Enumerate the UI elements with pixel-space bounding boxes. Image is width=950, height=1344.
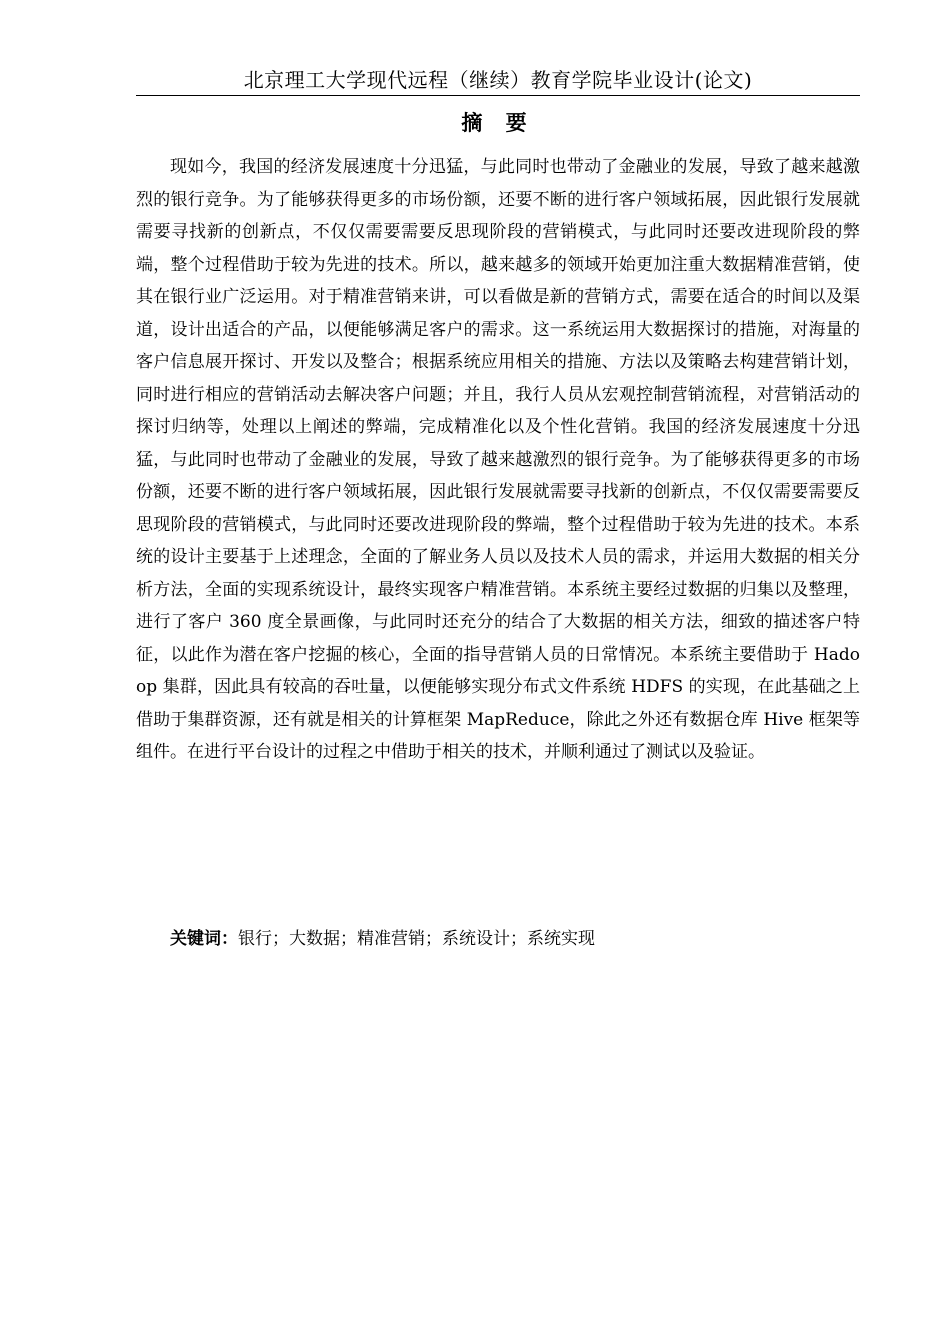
abstract-title: 摘 要 [461, 110, 535, 135]
header-rule [136, 95, 860, 96]
keywords-line [136, 925, 860, 953]
keywords-list: 银行；大数据；精准营销；系统设计；系统实现 [238, 929, 595, 949]
keywords-label: 关键词： [170, 929, 238, 949]
running-header: 北京理工大学现代远程（继续）教育学院毕业设计(论文) [243, 68, 753, 92]
abstract-body: 现如今，我国的经济发展速度十分迅猛，与此同时也带动了金融业的发展，导致了越来越激烈的银行竞争。为了能够获得更多的市场份额，还要不断的进行客户领域拓展，因此银行发展就需要寻找新的创新点，不仅仅需要需要反思现阶段的营销模式，与此同时还要改进现阶段的弊端，整个过程借助于较为先进的技术。所以，越来越多的领域开始更加注重大数据精准营销，使其在银行业广泛运用。对于精准营销来讲，可以看做是新的营销方式，需要在适合的时间以及渠道，设计出适合的产品，以便能够满足客户的需求。这一系统运用大数据探讨的措施，对海量的客户信息展开探讨、开发以及整合；根据系统应用相关的措施、方法以及策略去构建营销计划，同时进行相应的营销活动去解决客户问题；并且，我行人员从宏观控制营销流程，对营销活动的探讨归纳等，处理以上阐述的弊端，完成精准化以及个性化营销。我国的经济发展速度十分迅猛，与此同时也带动了金融业的发展，导致了越来越激烈的银行竞争。为了能够获得更多的市场份额，还要不断的进行客户领域拓展，因此银行发展就需要寻找新的创新点，不仅仅需要需要反思现阶段的营销模式，与此同时还要改进现阶段的弊端，整个过程借助于较为先进的技术。本系统的设计主要基于上述理念，全面的了解业务人员以及技术人员的需求，并运用大数据的相关分析方法，全面的实现系统设计，最终实现客户精准营销。本系统主要经过数据的归集以及整理，进行了客户 360 度全景画像，与此同时还充分的结合了大数据的相关方法，细致的描述客户特征，以此作为潜在客户挖掘的核心，全面的指导营销人员的日常情况。本系统主要借助于 Hadoop 集群，因此具有较高的吞吐量，以便能够实现分布式文件系统 HDFS 的实现，在此基础之上借助于集群资源，还有就是相关的计算框架 MapReduce，除此之外还有数据仓库 Hive 框架等组件。在进行平台设计的过程之中借助于相关的技术，并顺利通过了测试以及验证。 [136, 157, 860, 762]
